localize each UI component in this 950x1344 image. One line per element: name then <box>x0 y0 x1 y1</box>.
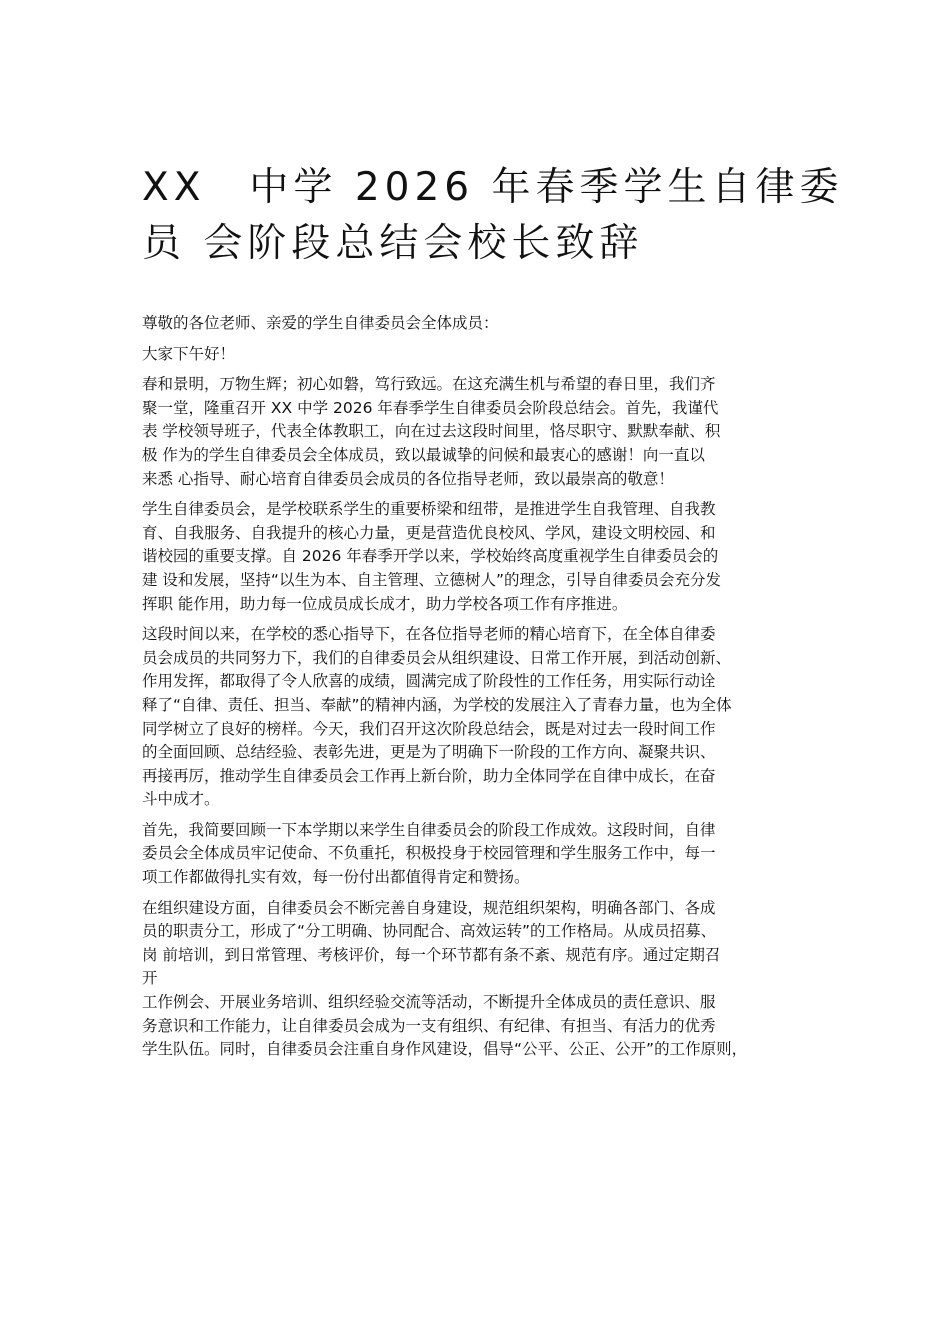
text-line: 项工作都做得扎实有效，每一份付出都值得肯定和赞扬。 <box>142 868 530 887</box>
text-line: 谐校园的重要支撑。自 2026 年春季开学以来，学校始终高度重视学生自律委员会的 <box>142 547 719 566</box>
paragraph-organization <box>142 897 812 1062</box>
text-line: 学生自律委员会，是学校联系学生的重要桥梁和纽带，是推进学生自我管理、自我教 <box>142 500 716 519</box>
text-line: 在组织建设方面，自律委员会不断完善自身建设，规范组织架构，明确各部门、各成 <box>142 898 716 917</box>
text-line: 委员会全体成员牢记使命、不负重托，积极投身于校园管理和学生服务工作中，每一 <box>142 844 716 863</box>
text-line: 这段时间以来，在学校的悉心指导下，在各位指导老师的精心培育下，在全体自律委 <box>142 625 716 644</box>
text-line: 表 学校领导班子，代表全体教职工，向在过去这段时间里，恪尽职守、默默奉献、积 <box>142 422 721 441</box>
text-line: 首先，我简要回顾一下本学期以来学生自律委员会的阶段工作成效。这段时间，自律 <box>142 820 716 839</box>
text-line: 大家下午好！ <box>142 344 236 363</box>
text-line: 建 设和发展，坚持“以生为本、自主管理、立德树人”的理念，引导自律委员会充分发 <box>142 570 721 589</box>
text-line: 再接再厉，推动学生自律委员会工作再上新台阶，助力全体同学在自律中成长，在奋 <box>142 766 716 785</box>
title-line-1: XX 中学 2026 年春季学生自律委 <box>142 165 844 210</box>
paragraph-opening <box>142 373 812 491</box>
paragraph-role <box>142 498 812 616</box>
text-line: 聚一堂，隆重召开 XX 中学 2026 年春季学生自律委员会阶段总结会。首先，我谨代 <box>142 398 719 417</box>
text-line: 作用发挥，都取得了令人欣喜的成绩，圆满完成了阶段性的工作任务，用实际行动诠 <box>142 672 716 691</box>
paragraph-review <box>142 819 812 890</box>
text-line: 同学树立了良好的榜样。今天，我们召开这次阶段总结会，既是对过去一段时间工作 <box>142 719 716 738</box>
text-line: 育、自我服务、自我提升的核心力量，更是营造优良校风、学风，建设文明校园、和 <box>142 523 716 542</box>
text-line: 尊敬的各位老师、亲爱的学生自律委员会全体成员： <box>142 314 499 332</box>
text-line: 释了“自律、责任、担当、奉献”的精神内涵，为学校的发展注入了青春力量，也为全体 <box>142 695 732 714</box>
text-line: 极 作为的学生自律委员会全体成员，致以最诚挚的问候和最衷心的感谢！向一直以 <box>142 445 705 464</box>
text-line: 开 <box>142 969 158 988</box>
paragraph-achievements <box>142 623 812 812</box>
document-title <box>142 160 844 272</box>
text-line: 工作例会、开展业务培训、组织经验交流等活动，不断提升全体成员的责任意识、服 <box>142 993 716 1012</box>
text-line: 岗 前培训，到日常管理、考核评价，每一个环节都有条不紊、规范有序。通过定期召 <box>142 945 721 964</box>
greeting <box>142 343 812 367</box>
text-line: 春和景明，万物生辉；初心如磐，笃行致远。在这充满生机与希望的春日里，我们齐 <box>142 375 716 394</box>
text-line: 学生队伍。同时，自律委员会注重自身作风建设，倡导“公平、公正、公开”的工作原则， <box>142 1040 748 1059</box>
title-line-2: 员 会阶段总结会校长致辞 <box>142 221 644 266</box>
text-line: 员的职责分工，形成了“分工明确、协同配合、高效运转”的工作格局。从成员招募、 <box>142 922 717 941</box>
text-line: 的全面回顾、总结经验、表彰先进，更是为了明确下一阶段的工作方向、凝聚共识、 <box>142 743 716 762</box>
text-line: 务意识和工作能力，让自律委员会成为一支有组织、有纪律、有担当、有活力的优秀 <box>142 1016 716 1035</box>
document-body <box>142 312 812 1069</box>
text-line: 挥职 能作用，助力每一位成员成长成才，助力学校各项工作有序推进。 <box>142 594 628 613</box>
text-line: 来悉 心指导、耐心培育自律委员会成员的各位指导老师，致以最崇高的敬意！ <box>142 469 674 488</box>
text-line: 斗中成才。 <box>142 790 220 809</box>
text-line: 员会成员的共同努力下，我们的自律委员会从组织建设、日常工作开展，到活动创新、 <box>142 648 732 667</box>
salutation <box>142 312 812 336</box>
